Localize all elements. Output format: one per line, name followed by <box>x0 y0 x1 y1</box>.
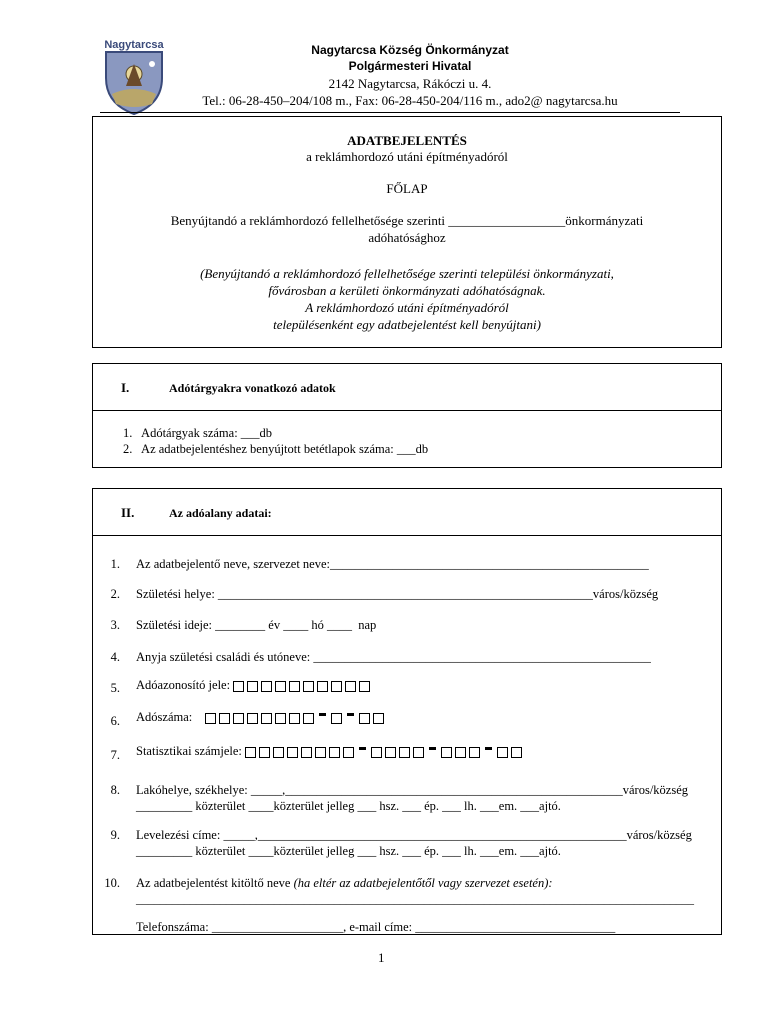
item-tax-objects-count[interactable]: 1. Adótárgyak száma: ___db <box>123 426 273 440</box>
office-address: 2142 Nagytarcsa, Rákóczi u. 4. <box>328 76 492 91</box>
office-contact: Tel.: 06-28-450–204/108 m., Fax: 06-28-450-204/116 m., ado2@ nagytarcsa.hu <box>202 93 618 108</box>
org-name: Nagytarcsa Község Önkormányzat <box>311 43 509 57</box>
svg-text:Nagytarcsa: Nagytarcsa <box>104 39 164 51</box>
row-number: 9. <box>110 828 120 842</box>
section-1-title: Adótárgyakra vonatkozó adatok <box>169 381 336 395</box>
residence-field[interactable]: Lakóhelye, székhelye: _____,______________________________________________________város/község <box>136 783 689 797</box>
submission-note: (Benyújtandó a reklámhordozó fellelhetősége szerinti települési önkormányzati, fővárosban a kerületi önkormányzati adóhatóságnak. A reklámhordozó utáni építményadóról településenként egy adatbejelentést kell benyújtani) <box>200 266 614 332</box>
section-2-title: Az adóalany adatai: <box>169 506 272 520</box>
section-1-body <box>92 410 722 468</box>
mother-name-field[interactable]: Anyja születési családi és utóneve: ______________________________________________________ <box>136 650 651 664</box>
row-number: 2. <box>110 587 120 601</box>
residence-street-field[interactable]: _________ közterület ____közterület jelleg ___ hsz. ___ ép. ___ lh. ___em. ___ajtó. <box>136 799 561 813</box>
tax-number-row <box>136 710 384 725</box>
row-number: 10. <box>104 876 120 890</box>
section-1-header <box>92 363 722 411</box>
submit-line-1: Benyújtandó a reklámhordozó fellelhetősége szerinti __________________önkormányzati <box>170 213 644 228</box>
row-number: 4. <box>110 650 120 664</box>
item-insert-sheets-count[interactable]: 2. Az adatbejelentéshez benyújtott betétlapok száma: ___db <box>123 442 429 456</box>
section-1-number: I. <box>121 380 130 395</box>
row-number: 7. <box>110 748 120 762</box>
form-subtitle: a reklámhordozó utáni építményadóról <box>306 149 508 164</box>
filler-name-label: Az adatbejelentést kitöltő neve <box>136 876 291 890</box>
row-number: 3. <box>110 618 120 632</box>
section-2-header <box>92 488 722 536</box>
tax-number-label: Adószáma: <box>136 710 193 724</box>
tax-id-label: Adóazonosító jele: <box>136 678 231 692</box>
page-number: 1 <box>378 950 385 965</box>
form-heading: ADATBEJELENTÉS <box>347 133 467 148</box>
row-number: 8. <box>110 783 120 797</box>
statistical-code-label: Statisztikai számjele: <box>136 744 242 758</box>
tax-id-row <box>136 678 370 693</box>
title-box <box>92 116 722 348</box>
taxpayer-name-field[interactable]: Az adatbejelentő neve, szervezet neve:___________________________________________________ <box>136 557 649 571</box>
mailing-address-field[interactable]: Levelezési címe: _____,___________________________________________________________város/község <box>136 828 692 842</box>
filler-name-field[interactable] <box>136 876 553 891</box>
phone-email-field[interactable]: Telefonszáma: _____________________, e-mail címe: ________________________________ <box>136 920 616 934</box>
submit-line-2: adóhatósághoz <box>368 230 446 245</box>
statistical-code-row <box>136 744 522 759</box>
sheet-label: FŐLAP <box>386 181 428 196</box>
statistical-code-boxes[interactable] <box>245 747 522 758</box>
tax-number-boxes[interactable] <box>205 713 384 724</box>
tax-id-boxes[interactable] <box>233 681 370 692</box>
section-2-number: II. <box>121 505 135 520</box>
birth-date-field[interactable]: Születési ideje: ________ év ____ hó ____ nap <box>136 618 377 632</box>
birth-place-field[interactable]: Születési helye: ____________________________________________________________város/község <box>136 587 659 601</box>
row-number: 1. <box>110 557 120 571</box>
office-name: Polgármesteri Hivatal <box>348 59 472 73</box>
filler-name-note: (ha eltér az adatbejelentőtől vagy szervezet esetén): <box>293 876 553 890</box>
row-number: 6. <box>110 714 120 728</box>
mailing-street-field[interactable]: _________ közterület ____közterület jelleg ___ hsz. ___ ép. ___ lh. ___em. ___ajtó. <box>136 844 561 858</box>
row-number: 5. <box>110 681 120 695</box>
filler-name-line[interactable]: _____________________________________________________________________________________________ <box>136 892 694 906</box>
header-divider <box>100 112 680 113</box>
